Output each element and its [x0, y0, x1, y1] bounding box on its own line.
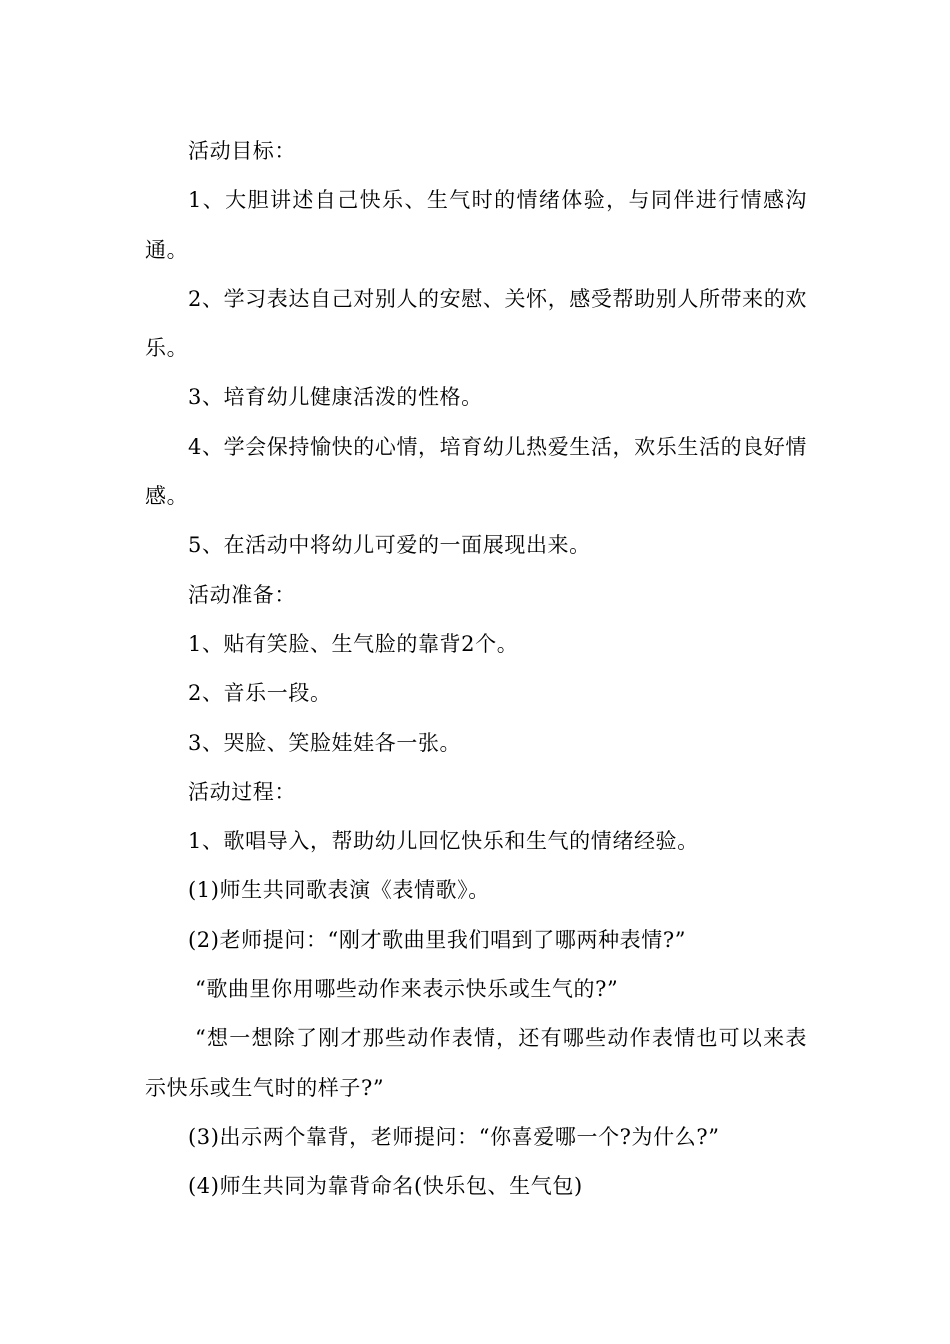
- paragraph: 1、大胆讲述自己快乐、生气时的情绪体验，与同伴进行情感沟通。: [145, 188, 807, 262]
- paragraph: (2)老师提问：“刚才歌曲里我们唱到了哪两种表情?”: [188, 927, 687, 952]
- paragraph: 5、在活动中将幼儿可爱的一面展现出来。: [188, 533, 591, 558]
- paragraph: “想一想除了刚才那些动作表情，还有哪些动作表情也可以来表示快乐或生气时的样子?”: [145, 1026, 807, 1100]
- paragraph: 1、贴有笑脸、生气脸的靠背2个。: [188, 631, 519, 656]
- paragraph: (4)师生共同为靠背命名(快乐包、生气包): [188, 1174, 583, 1199]
- document-body: [145, 127, 807, 1212]
- paragraph: 4、学会保持愉快的心情，培育幼儿热爱生活，欢乐生活的良好情感。: [145, 434, 807, 509]
- paragraph: 1、歌唱导入，帮助幼儿回忆快乐和生气的情绪经验。: [188, 829, 699, 854]
- paragraph: 2、音乐一段。: [188, 681, 332, 706]
- section-heading-goals: 活动目标：: [188, 139, 296, 163]
- section-heading-preparation: 活动准备：: [188, 582, 296, 607]
- paragraph: (1)师生共同歌表演《表情歌》。: [188, 878, 490, 903]
- paragraph: 3、培育幼儿健康活泼的性格。: [188, 385, 483, 410]
- paragraph: 2、学习表达自己对别人的安慰、关怀，感受帮助别人所带来的欢乐。: [145, 286, 807, 361]
- paragraph: (3)出示两个靠背，老师提问：“你喜爱哪一个?为什么?”: [188, 1124, 720, 1149]
- paragraph: 3、哭脸、笑脸娃娃各一张。: [188, 730, 462, 755]
- section-heading-process: 活动过程：: [188, 779, 296, 804]
- paragraph: “歌曲里你用哪些动作来表示快乐或生气的?”: [195, 977, 619, 1002]
